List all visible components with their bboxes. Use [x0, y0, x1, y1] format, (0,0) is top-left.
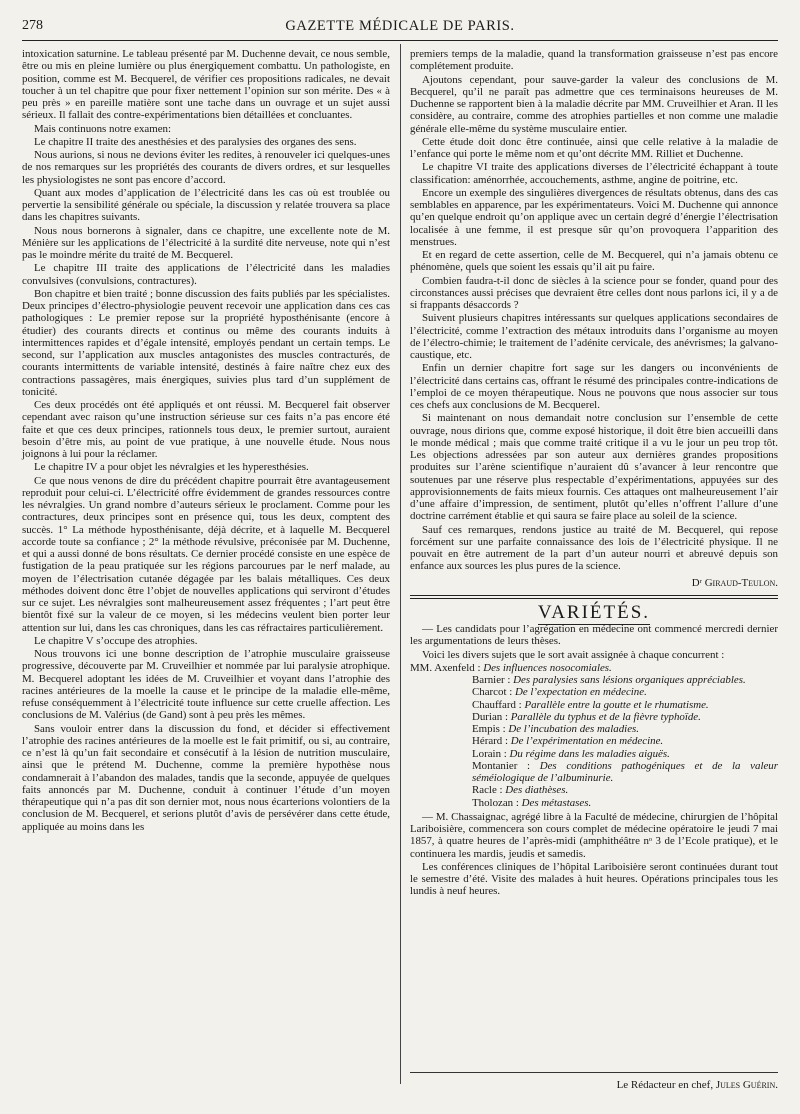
editor-name: Jules Guérin.	[715, 1079, 778, 1091]
paragraph: Le chapitre III traite des applications de l’électricité dans les maladies convulsives (convulsions, contractures).	[22, 262, 390, 287]
column-divider	[400, 44, 401, 1084]
paragraph: Sauf ces remarques, rendons justice au traité de M. Becquerel, qui repose forcément sur une parfaite connaissance des lois de l’électricité physique. Il ne pouvait en être autrement de la part d’un auteur nourri et abreuvé depuis son enfance aux sources les plus pures de la science.	[410, 523, 778, 573]
candidate-entry: Empis : De l’incubation des maladies.	[472, 723, 639, 735]
editor-line: Le Rédacteur en chef, Jules Guérin.	[410, 1072, 778, 1091]
paragraph: Combien faudra-t-il donc de siècles à la science pour se fonder, quand pour des circonstances aussi précises que devraient être celles dont nous parlons ici, il y a de si frappants désaccords ?	[410, 274, 778, 311]
candidate-entry: Charcot : De l’expectation en médecine.	[472, 686, 647, 699]
paragraph: Nous trouvons ici une bonne description de l’atrophie musculaire graisseuse progressive, découverte par M. Cruveilhier et nommée par lui paralysie atrophique. M. Becquerel adoptant les idées de M. Cruveilhier et voyant dans l’atrophie des racines antérieures de la moelle la cause et le principe de la maladie elle-même, refuse conséquemment à l’électricité toute influence sur cette cruelle affection. Les conclusions de M. Valérius (de Gand) sont à peu près les mêmes.	[22, 648, 390, 722]
paragraph: Mais continuons notre examen:	[34, 122, 172, 135]
paragraph: Nous nous bornerons à signaler, dans ce chapitre, une excellente note de M. Ménière sur les applications de l’électricité à la surdité dite nerveuse, note qui n’est pas le moindre mérite du traité de M. Becquerel.	[22, 224, 390, 261]
paragraph: Sans vouloir entrer dans la discussion du fond, et décider si effectivement l’atrophie des racines antérieures de la moelle est le fait primitif, ou si, au contraire, ce n’est là qu’un fait secondaire et consécutif à la lésion de nutrition musculaire, ainsi que le prétend M. Duchenne, comme la première hypothèse nous condamnerait à l’abandon des malades, tandis que la seconde, appuyée de quelques faits annoncés par M. Duchenne, conduit à continuer l’étude d’un moyen thérapeutique qui n’a pas dit son dernier mot, nous nous écarterions volontiers de la conclusion de M. Becquerel, et serions plutôt d’avis de persévérer dans cette étude, appliquée au moins dans les	[22, 722, 390, 833]
paragraph: Le chapitre VI traite des applications diverses de l’électricité échappant à toute classification: aménorrhée, accouchements, asthme, angine de poitrine, etc.	[410, 161, 778, 186]
candidate-entry: Chauffard : Parallèle entre la goutte et le rhumatisme.	[472, 698, 709, 711]
varietes-intro-2: Voici les divers sujets que le sort avait assignée à chaque concurrent :	[422, 648, 725, 661]
candidate-entry: Hérard : De l’expérimentation en médecine.	[472, 735, 664, 748]
paragraph: Cette étude doit donc être continuée, ainsi que celle relative à la maladie de l’enfance qui porte le même nom et qu’ont décrite MM. Rilliet et Duchenne.	[410, 135, 778, 160]
paragraph: Et en regard de cette assertion, celle de M. Becquerel, qui n’a jamais obtenu ce phénomène, quels que soient les essais qu’il ait pu faire.	[410, 249, 778, 274]
paragraph: Nous aurions, si nous ne devions éviter les redites, à renouveler ici quelques-unes de nos remarques sur les propriétés des courants de divers ordres, et sur lesquelles les physiologistes ne sont pas encore d’accord.	[22, 149, 390, 186]
left-column	[22, 48, 390, 834]
section-rule	[410, 595, 778, 599]
candidate-entry: Racle : Des diathèses.	[472, 784, 569, 797]
course-announcement: — M. Chassaignac, agrégé libre à la Faculté de médecine, chirurgien de l’hôpital Lariboisière, commencera son cours complet de médecine opératoire le jeudi 7 mai 1857, à quatre heures de l’après-midi (amphithéâtre nᵒ 3 de l’Ecole pratique), et le continuera les mardis, jeudis et samedis.	[410, 810, 778, 860]
clinical-announcement: Les conférences cliniques de l’hôpital Lariboisière seront continuées durant tout le semestre d’été. Visite des malades à huit heures. Opérations principales tous les lundis à neuf heures.	[410, 860, 778, 898]
paragraph: Encore un exemple des singulières divergences de résultats obtenus, dans des cas semblables en apparence, par les expérimentateurs. Voici M. Duchenne qui annonce qu’en quelque endroit qu’on applique avec un certain degré d’énergie l’électrisation localisée à une femme, il est presque sûr qu’on provoquera l’apparition des menstrues.	[410, 186, 778, 248]
paragraph: Ce que nous venons de dire du précédent chapitre pourrait être avantageusement reproduit pour celui-ci. L’électricité offre évidemment de grandes ressources contre les névralgies. Un grand nombre d’auteurs sérieux le proclament. Comme pour les contractures, deux principes sont en présence qui, tous les deux, comptent des succès. 1° La méthode hyposthénisante, déjà décrite, et à laquelle M. Becquerel accorde toute sa confiance ; 2° la méthode révulsive, préconisée par M. Duchenne, et qui a aussi donné de bons résultats. Ce dernier procédé consiste en une espèce de fustigation de la peau pratiquée sur les régions parcourues par le nerf malade, au moyen de l’électrisation cutanée dégagée par les balais métalliques. Ces deux méthodes doivent donc être l’objet de nouvelles applications qui serviront d’études sur ce sujet. Les névralgies sont malheureusement assez fréquentes ; l’art peut être bientôt fixé sur la valeur de ce moyen, si les médecins veulent bien porter leur attention sur lui, dans les cas chroniques, dans les cas réfractaires particulièrement.	[22, 474, 390, 634]
candidate-entry: MM. Axenfeld : Des influences nosocomiales.	[410, 661, 612, 674]
paragraph: Le chapitre V s’occupe des atrophies.	[34, 634, 198, 647]
paragraph: premiers temps de la maladie, quand la transformation graisseuse n’est pas encore complétement produite.	[410, 48, 778, 73]
paragraph: Suivent plusieurs chapitres intéressants sur quelques applications secondaires de l’électricité, comme l’extraction des métaux introduits dans l’organisme au moyen de l’électro-chimie; le traitement de l’adénite cervicale, des anévrismes; la galvano-caustique, etc.	[410, 312, 778, 361]
paragraph: Ajoutons cependant, pour sauve-garder la valeur des conclusions de M. Becquerel, qu’il ne paraît pas admettre que ces terminaisons heureuses de M. Duchenne se rapportent bien à la maladie décrite par MM. Cruveilhier et Aran. Il les considère, au contraire, comme des atrophies partielles et non comme une maladie générale elle-même du système musculaire entier.	[410, 73, 778, 135]
candidate-entry: Barnier : Des paralysies sans lésions organiques appréciables.	[472, 674, 746, 686]
paragraph: Quant aux modes d’application de l’électricité dans les cas où est troublée ou pervertie la sensibilité générale ou spéciale, la discussion y relatée trouvera sa place dans les chapitres suivants.	[22, 186, 390, 224]
journal-title: GAZETTE MÉDICALE DE PARIS.	[285, 18, 515, 34]
paragraph: Le chapitre II traite des anesthésies et des paralysies des organes des sens.	[34, 135, 357, 148]
varietes-heading: VARIÉTÉS.	[537, 601, 651, 623]
candidate-entry: Montanier : Des conditions pathogéniques et de la valeur séméiologique de l’albuminurie.	[472, 759, 778, 784]
candidate-entry: Durian : Parallèle du typhus et de la fièvre typhoïde.	[472, 710, 701, 723]
paragraph: Ces deux procédés ont été appliqués et ont réussi. M. Becquerel fait observer cependant avec raison qu’une instruction sérieuse sur ces faits n’a pas encore été faite et que ces deux principes, rationnels tous deux, le premier surtout, auraient besoin d’être mis, au point de vue pratique, à une nouvelle étude. Nous nous joignons à lui pour la réclamer.	[22, 399, 390, 460]
paragraph: Si maintenant on nous demandait notre conclusion sur l’ensemble de cette ouvrage, nous dirions que, comme exposé historique, il doit être bien accueilli dans le monde médical ; mais que comme traité critique il a vu le jour un peu trop tôt. Les objections adressées par son auteur aux dernières grandes propositions produites sur l’arène scientifique n’auraient dû s’avancer à leur rencontre que soutenues par une réserve plus respectable d’expérimentations, appuyées sur des approvisionnements de faits mieux fournis. Ces attaques ont malheureusement l’air d’une affaire d’impression, de sentiment, plutôt qu’elles n’offrent l’allure d’une doctrine carrément établie et qui saura se faire place au soleil de la science.	[410, 412, 778, 523]
page-number: 278	[22, 18, 43, 33]
paragraph: Bon chapitre et bien traité ; bonne discussion des faits publiés par les spécialistes. Deux principes d’électro-physiologie peuvent recevoir une application dans ces cas pathologiques : Le premier repose sur la propriété hyposthénisante (encore à étudier) des courants directs et continus ou même des courants induits à intermittences rapides et d’égale intensité, employés pendant un certain temps. Le second, sur l’application aux muscles antagonistes des muscles contracturés, de courants intermittents de variable intensité, destinés à faire naître chez eux des contractions passagères, mais énergiques, suivies plus tard d’un supplément de tonicité.	[22, 287, 390, 398]
page-header	[22, 14, 778, 41]
varietes-intro: — Les candidats pour l’agrégation en médecine ont commencé mercredi dernier les argumentations de leurs thèses.	[410, 623, 778, 648]
paragraph: intoxication saturnine. Le tableau présenté par M. Duchenne devait, ce nous semble, être ou mis en pleine lumière ou plus énergiquement combattu. Un pathologiste, en position, comme est M. Becquerel, de vérifier ces propositions radicales, ne devait toucher à un tel chapitre que pour fixer nettement l’opinion sur son mérite. Des « à peu près » en pareille matière sont une tache dans un ouvrage et un sujet aussi sérieux. Il fallait des contre-expérimentations bien détaillées et concluantes.	[22, 48, 390, 122]
paragraph: Enfin un dernier chapitre fort sage sur les dangers ou inconvénients de l’électricité dans certains cas, offrant le résumé des principales contre-indications de l’emploi de ce moyen thérapeutique. Nous ne pouvons que nous associer sur tous ces chefs aux conclusions de M. Becquerel.	[410, 362, 778, 411]
paragraph: Le chapitre IV a pour objet les névralgies et les hyperesthésies.	[34, 461, 309, 474]
candidate-entry: Tholozan : Des métastases.	[472, 796, 592, 809]
article-signature: Dʳ Giraud-Teulon.	[691, 576, 778, 589]
candidate-entry: Lorain : Du régime dans les maladies aiguës.	[472, 747, 670, 760]
candidate-list	[410, 662, 778, 809]
right-column	[410, 48, 778, 899]
